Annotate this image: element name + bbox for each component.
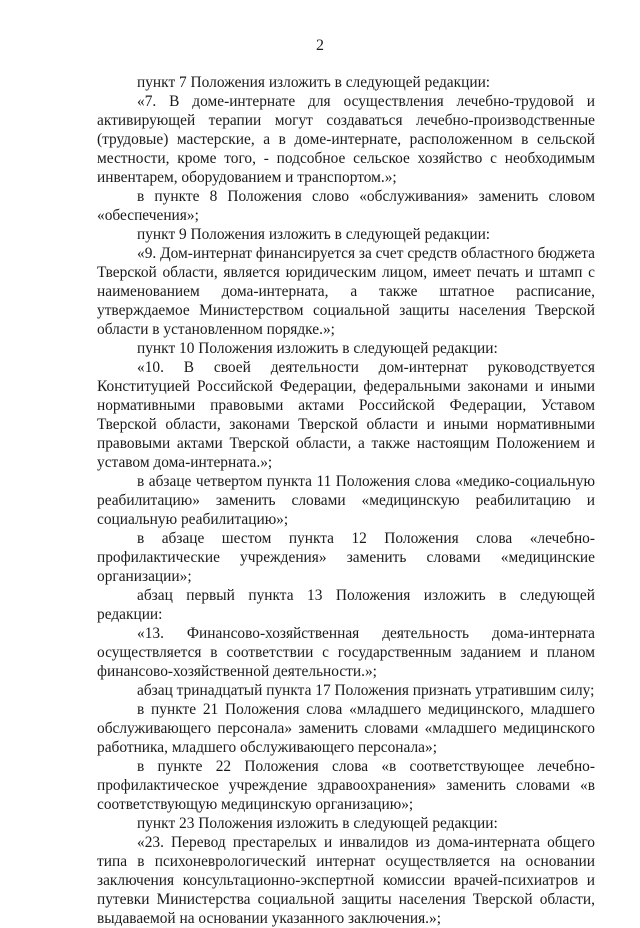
page-number: 2 — [316, 37, 324, 54]
paragraph-item-10-intro: пункт 10 Положения изложить в следующей редакции: — [137, 340, 498, 357]
paragraph-item-13-intro: абзац первый пункта 13 Положения изложить в следующей редакции: — [97, 587, 595, 623]
paragraph-item-23-intro: пункт 23 Положения изложить в следующей редакции: — [137, 815, 498, 832]
paragraph-item-10-text: «10. В своей деятельности дом-интернат руководствуется Конституцией Российской Федерации, федеральными законами и иными нормативными правовыми актами Российской Федерации, Уставом Тверской области, законами Тверской области и иными нормативными правовыми актами Тверской области, а также настоящим Положением и уставом дома-интерната.»; — [97, 359, 595, 471]
paragraph-item-8-change: в пункте 8 Положения слово «обслуживания» заменить словом «обеспечения»; — [97, 188, 595, 224]
paragraph-item-9-text: «9. Дом-интернат финансируется за счет средств областного бюджета Тверской области, является юридическим лицом, имеет печать и штамп с наименованием дома-интерната, а также штатное расписание, утверждаемое Министерством социальной защиты населения Тверской области в установленном порядке.»; — [97, 245, 595, 338]
paragraph-item-17-change: абзац тринадцатый пункта 17 Положения признать утратившим силу; — [137, 682, 595, 699]
paragraph-item-23-text: «23. Перевод престарелых и инвалидов из дома-интерната общего типа в психоневрологический интернат осуществляется на основании заключения консультационно-экспертной комиссии врачей-психиатров и путевки Министерства социальной защиты населения Тверской области, выдаваемой на основании указанного заключения.»; — [97, 834, 595, 927]
paragraph-item-13-text: «13. Финансово-хозяйственная деятельность дома-интерната осуществляется в соответствии с государственным заданием и планом финансово-хозяйственной деятельности.»; — [97, 625, 595, 680]
paragraph-item-21-change: в пункте 21 Положения слова «младшего медицинского, младшего обслуживающего персонала» заменить словами «младшего медицинского работника, младшего обслуживающего персонала»; — [97, 701, 595, 756]
paragraph-item-22-change: в пункте 22 Положения слова «в соответствующее лечебно-профилактическое учреждение здравоохранения» заменить словами «в соответствующую медицинскую организацию»; — [97, 758, 595, 813]
document-body — [97, 73, 595, 928]
paragraph-item-7-intro: пункт 7 Положения изложить в следующей редакции: — [137, 74, 491, 91]
paragraph-item-11-change: в абзаце четвертом пункта 11 Положения слова «медико-социальную реабилитацию» заменить словами «медицинскую реабилитацию и социальную реабилитацию»; — [97, 473, 595, 528]
paragraph-item-12-change: в абзаце шестом пункта 12 Положения слова «лечебно-профилактические учреждения» заменить словами «медицинские организации»; — [97, 530, 595, 585]
paragraph-item-7-text: «7. В доме-интернате для осуществления лечебно-трудовой и активирующей терапии могут создаваться лечебно-производственные (трудовые) мастерские, а в доме-интернате, расположенном в сельской местности, кроме того, - подсобное сельское хозяйство с необходимым инвентарем, оборудованием и транспортом.»; — [97, 93, 595, 186]
paragraph-item-9-intro: пункт 9 Положения изложить в следующей редакции: — [137, 226, 491, 243]
